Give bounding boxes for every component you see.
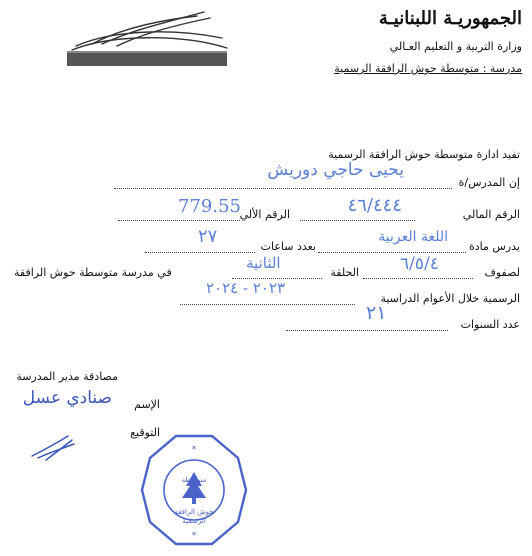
principal-name-label: الإسم: [134, 398, 160, 411]
years-label: الرسمية خلال الأعوام الدراسية: [380, 292, 520, 305]
principal-approval-label: مصادقة مدير المدرسة: [16, 370, 118, 383]
automatic-handwritten-value: 779.55: [178, 196, 241, 217]
hours-dots: [145, 252, 255, 253]
stamp-center-line1: متوسطة: [181, 476, 207, 484]
count-dots: [286, 330, 448, 331]
cycle-handwritten-value: الثانية: [246, 254, 281, 272]
teacher-dots: [114, 188, 452, 189]
classes-dots: [363, 278, 473, 279]
financial-handwritten-value: ٤٦/٤٤٤: [347, 195, 402, 216]
school-phrase: في مدرسة متوسطة حوش الرافقة: [14, 266, 172, 279]
teacher-label: إن المدرس/ة: [458, 176, 520, 189]
stamp-top-star: *: [191, 445, 197, 455]
cycle-label: الحلقة: [330, 266, 359, 279]
hours-label: بعدد ساعات: [260, 240, 316, 253]
automatic-number-label: الرقم الألي: [239, 208, 290, 221]
years-dots: [180, 304, 355, 305]
signature-label: التوقيع: [130, 426, 160, 439]
ministry-book-logo: [62, 8, 232, 68]
republic-title: الجمهوريـة اللبنانيـة: [378, 8, 522, 29]
subject-handwritten-value: اللغة العربية: [378, 229, 448, 245]
subject-dots: [318, 252, 466, 253]
teacher-handwritten-value: يحيى حاجي دوريش: [267, 160, 404, 180]
stamp-center-line2: حوش الرافقة: [174, 508, 214, 516]
hours-handwritten-value: ٢٧: [198, 226, 218, 247]
subject-label: يدرس مادة: [469, 240, 520, 253]
automatic-dots: [118, 220, 240, 221]
financial-number-label: الرقم المالي: [462, 208, 520, 221]
financial-dots: [300, 220, 415, 221]
school-official-stamp: [138, 432, 250, 548]
school-title: مدرسة : متوسطة حوش الرافقة الرسمية: [334, 62, 522, 75]
ministry-title: وزارة التربية و التعليم العـالي: [389, 40, 522, 53]
intro-text: تفيد ادارة متوسطة حوش الرافقة الرسمية: [328, 148, 520, 161]
classes-label: لصفوف: [484, 266, 520, 279]
years-handwritten-value: ٢٠٢٣ - ٢٠٢٤: [206, 279, 286, 297]
principal-signature: [28, 430, 78, 462]
classes-handwritten-value: ٦/٥/٤: [400, 254, 439, 274]
stamp-center-line3: الرسمية: [182, 517, 206, 525]
principal-handwritten-name: صنادي عسل: [22, 388, 112, 408]
stamp-bottom-star: *: [191, 531, 197, 541]
count-handwritten-value: ٢١: [366, 302, 387, 324]
count-label: عدد السنوات: [460, 318, 520, 331]
